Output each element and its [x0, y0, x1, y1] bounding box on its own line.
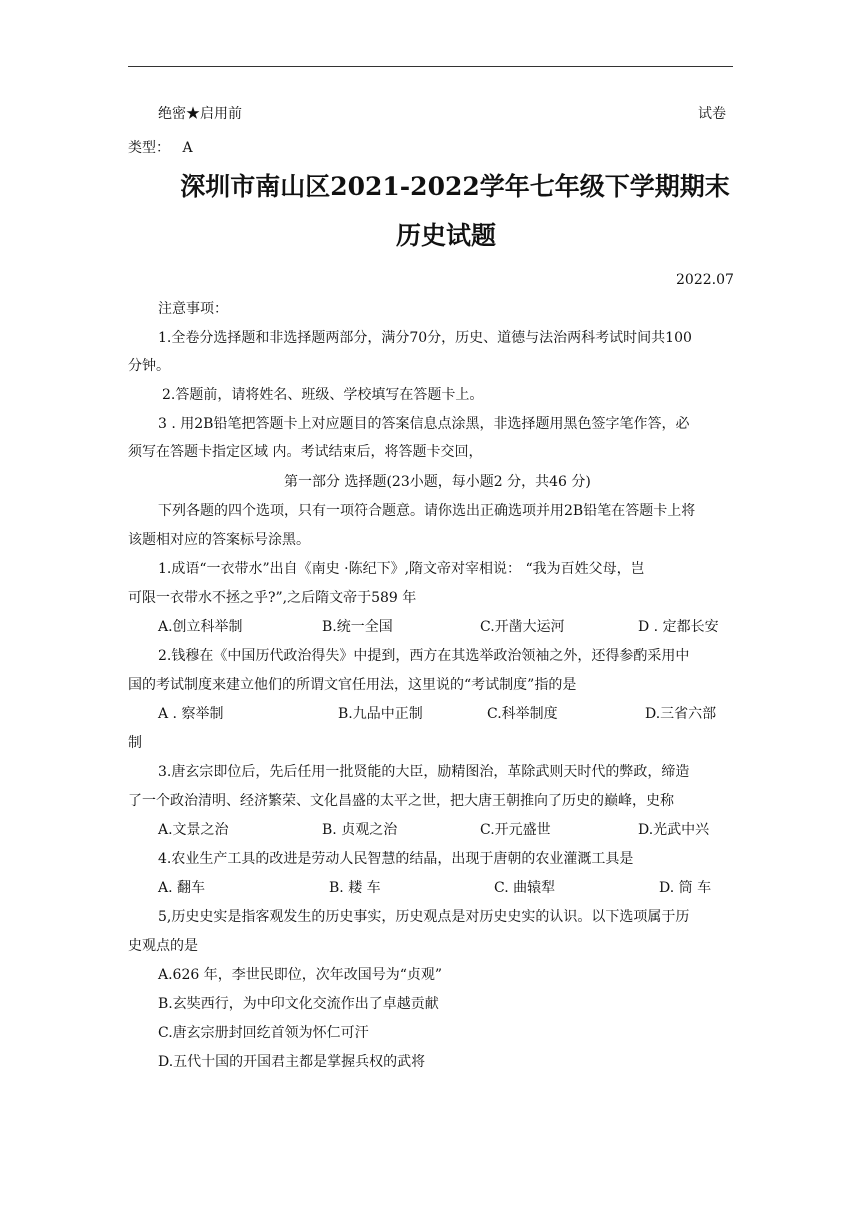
- notice-item-1: 1.全卷分选择题和非选择题两部分，满分70分，历史、道德与法治两科考试时间共100: [158, 330, 692, 346]
- question-2-stem: 2.钱穆在《中国历代政治得失》中提到，西方在其选举政治领袖之外，还得参酌采用中: [158, 648, 690, 664]
- part1-intro-cont: 该题相对应的答案标号涂黑。: [128, 532, 310, 548]
- question-3-stem: 3.唐玄宗即位后，先后任用一批贤能的大臣，励精图治，革除武则天时代的弊政，缔造: [158, 764, 690, 780]
- notice-item-3-cont: 须写在答题卡指定区域 内。考试结束后，将答题卡交回，: [128, 444, 483, 460]
- question-3-stem-cont: 了一个政治清明、经济繁荣、文化昌盛的太平之世，把大唐王朝推向了历史的巅峰，史称: [128, 793, 674, 809]
- notice-item-3: 3 . 用2B铅笔把答题卡上对应题目的答案信息点涂黑，非选择题用黑色签字笔作答，必: [158, 416, 690, 432]
- exam-title: 深圳市南山区2021-2022学年七年级下学期期末: [180, 172, 730, 201]
- paper-type-label: 类型：: [128, 140, 170, 156]
- question-4-option-b: B. 耧 车: [329, 880, 381, 896]
- question-4-option-a: A. 翻车: [158, 880, 206, 896]
- paper-type-value: A: [182, 140, 193, 156]
- notice-heading: 注意事项：: [158, 301, 228, 317]
- paper-type: [128, 139, 193, 157]
- question-5-option-b: B.玄奘西行，为中印文化交流作出了卓越贡献: [158, 996, 439, 1012]
- question-2-option-b: B.九品中正制: [338, 706, 423, 722]
- question-1-option-a: A.创立科举制: [158, 619, 243, 635]
- question-3-option-a: A.文景之治: [158, 822, 229, 838]
- question-5-option-d: D.五代十国的开国君主都是掌握兵权的武将: [158, 1054, 426, 1070]
- question-3-option-c: C.开元盛世: [480, 822, 551, 838]
- question-1-option-c: C.开凿大运河: [480, 619, 565, 635]
- question-4-option-d: D. 筒 车: [659, 880, 712, 896]
- question-3-option-d: D.光武中兴: [638, 822, 710, 838]
- question-5-option-a: A.626 年，李世民即位，次年改国号为“贞观”: [158, 967, 443, 983]
- question-2-option-d: D.三省六部: [645, 706, 717, 722]
- part1-intro: 下列各题的四个选项，只有一项符合题意。请你选出正确选项并用2B铅笔在答题卡上将: [158, 503, 696, 519]
- question-2-option-c: C.科举制度: [487, 706, 558, 722]
- exam-date: 2022.07: [676, 272, 734, 288]
- question-5-stem: 5,历史史实是指客观发生的历史事实，历史观点是对历史史实的认识。以下选项属于历: [158, 909, 690, 925]
- question-3-option-b: B. 贞观之治: [322, 822, 398, 838]
- part1-heading: 第一部分 选择题(23小题，每小题2 分，共46 分): [284, 474, 591, 490]
- question-5-stem-cont: 史观点的是: [128, 938, 198, 954]
- question-5-option-c: C.唐玄宗册封回纥首领为怀仁可汗: [158, 1025, 369, 1041]
- question-2-stem-cont: 国的考试制度来建立他们的所谓文官任用法，这里说的“考试制度”指的是: [128, 677, 577, 693]
- question-4-stem: 4.农业生产工具的改进是劳动人民智慧的结晶，出现于唐朝的农业灌溉工具是: [158, 851, 634, 867]
- question-1-stem-cont: 可限一衣带水不拯之乎?”,之后隋文帝于589 年: [128, 590, 417, 606]
- exam-subtitle: 历史试题: [395, 221, 496, 250]
- question-2-option-d-cont: 制: [128, 735, 142, 751]
- notice-item-2: 2.答题前，请将姓名、班级、学校填写在答题卡上。: [162, 387, 484, 403]
- paper-label: 试卷: [698, 106, 726, 122]
- question-1-option-d: D . 定都长安: [638, 619, 719, 635]
- question-1-option-b: B.统一全国: [322, 619, 393, 635]
- question-1-stem: 1.成语“一衣带水”出自《南史 ·陈纪下》,隋文帝对宰相说： “我为百姓父母，岂: [158, 561, 645, 577]
- question-4-option-c: C. 曲辕犁: [494, 880, 556, 896]
- top-rule: [128, 66, 733, 67]
- confidential-mark: 绝密★启用前: [158, 106, 242, 122]
- notice-item-1-cont: 分钟。: [128, 358, 170, 374]
- question-2-option-a: A . 察举制: [158, 706, 224, 722]
